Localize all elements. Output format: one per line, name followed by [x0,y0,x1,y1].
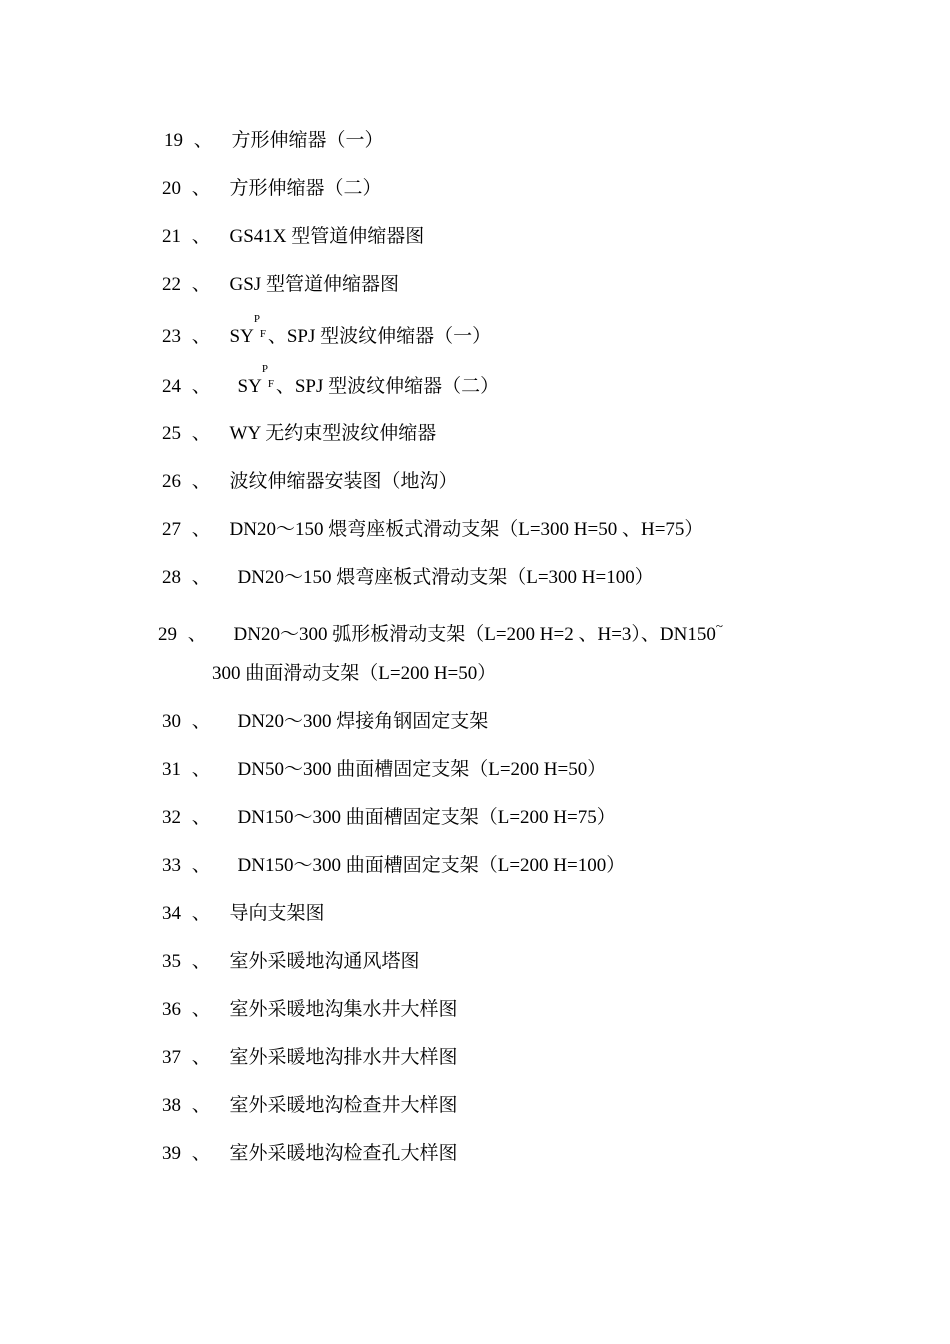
item-text: 波纹伸缩器安装图（地沟） [229,471,458,492]
item-separator: 、 [191,807,211,828]
item-separator: 、 [191,759,211,780]
list-item [158,614,723,647]
item-text: 室外采暖地沟排水井大样图 [229,1047,458,1068]
item-text: DN50～300 曲面槽固定支架（L=200 H=50） [237,759,607,780]
list-item [162,566,654,590]
item-number: 22 [162,274,181,295]
item-text-prefix: SY [237,376,262,397]
item-number: 27 [162,519,181,540]
list-item [162,902,325,926]
tilde-mark: ~ [715,618,723,633]
list-item [162,854,625,878]
item-text [229,313,492,349]
item-text: GS41X 型管道伸缩器图 [229,226,425,247]
subscript: F [267,378,274,390]
list-item [162,273,399,297]
item-text: 室外采暖地沟检查井大样图 [229,1095,458,1116]
list-item [162,422,436,446]
list-item [162,1142,458,1166]
item-number: 39 [162,1143,181,1164]
item-number: 26 [162,471,181,492]
item-separator: 、 [191,567,211,588]
list-item [162,950,420,974]
item-number: 23 [162,326,181,347]
item-separator: 、 [191,423,211,444]
item-number: 38 [162,1095,181,1116]
item-number: 34 [162,903,181,924]
item-number: 30 [162,711,181,732]
item-separator: 、 [191,519,211,540]
list-item [162,225,424,249]
list-item [162,518,703,542]
item-separator: 、 [191,855,211,876]
item-separator: 、 [191,178,211,199]
list-item [162,470,458,494]
item-text: DN20～150 煨弯座板式滑动支架（L=300 H=50 、H=75） [229,519,704,540]
item-separator: 、 [191,1143,211,1164]
item-number: 24 [162,376,181,397]
item-number: 28 [162,567,181,588]
item-text [237,363,500,399]
item-text: 方形伸缩器（二） [229,178,382,199]
item-separator: 、 [187,624,207,645]
list-item [162,177,382,201]
item-text: GSJ 型管道伸缩器图 [229,274,399,295]
superscript-subscript [253,313,268,342]
item-text: DN150～300 曲面槽固定支架（L=200 H=75） [237,807,616,828]
item-separator: 、 [191,903,211,924]
item-separator: 、 [191,711,211,732]
item-separator: 、 [191,226,211,247]
superscript: P [253,313,260,325]
item-number: 35 [162,951,181,972]
list-item [162,806,616,830]
item-number: 20 [162,178,181,199]
item-text: 导向支架图 [229,903,325,924]
item-separator: 、 [193,130,213,151]
item-text-suffix: 、SPJ 型波纹伸缩器（二） [275,376,500,397]
item-number: 19 [164,130,183,151]
item-number: 32 [162,807,181,828]
item-text-main: DN20～300 弧形板滑动支架（L=200 H=2 、H=3）、DN150 [233,624,716,645]
item-text: 方形伸缩器（一） [231,130,384,151]
item-separator: 、 [191,951,211,972]
list-item [162,363,500,399]
list-item [164,129,384,153]
list-item [162,313,492,349]
item-number: 31 [162,759,181,780]
item-number: 36 [162,999,181,1020]
list-item [162,758,606,782]
list-item [162,710,488,734]
item-text: 室外采暖地沟检查孔大样图 [229,1143,458,1164]
item-separator: 、 [191,999,211,1020]
superscript: P [261,363,268,375]
item-separator: 、 [191,274,211,295]
item-text-suffix: 、SPJ 型波纹伸缩器（一） [267,326,492,347]
item-number: 33 [162,855,181,876]
item-separator: 、 [191,1095,211,1116]
item-text [234,614,723,647]
item-text: DN20～150 煨弯座板式滑动支架（L=300 H=100） [237,567,654,588]
item-text: WY 无约束型波纹伸缩器 [229,423,437,444]
item-number: 21 [162,226,181,247]
list-item [162,998,458,1022]
list-item [162,1046,458,1070]
list-item-continuation: 300 曲面滑动支架（L=200 H=50） [212,663,497,684]
item-separator: 、 [191,1047,211,1068]
item-text: 室外采暖地沟集水井大样图 [229,999,458,1020]
item-text: DN20～300 焊接角钢固定支架 [237,711,489,732]
item-number: 37 [162,1047,181,1068]
subscript: F [259,328,266,340]
item-number: 25 [162,423,181,444]
superscript-subscript [261,363,276,392]
item-text-prefix: SY [229,326,254,347]
list-item [162,1094,458,1118]
item-text: DN150～300 曲面槽固定支架（L=200 H=100） [237,855,626,876]
item-separator: 、 [191,326,211,347]
item-number: 29 [158,624,177,645]
item-separator: 、 [191,471,211,492]
item-text: 室外采暖地沟通风塔图 [229,951,420,972]
item-separator: 、 [191,376,211,397]
